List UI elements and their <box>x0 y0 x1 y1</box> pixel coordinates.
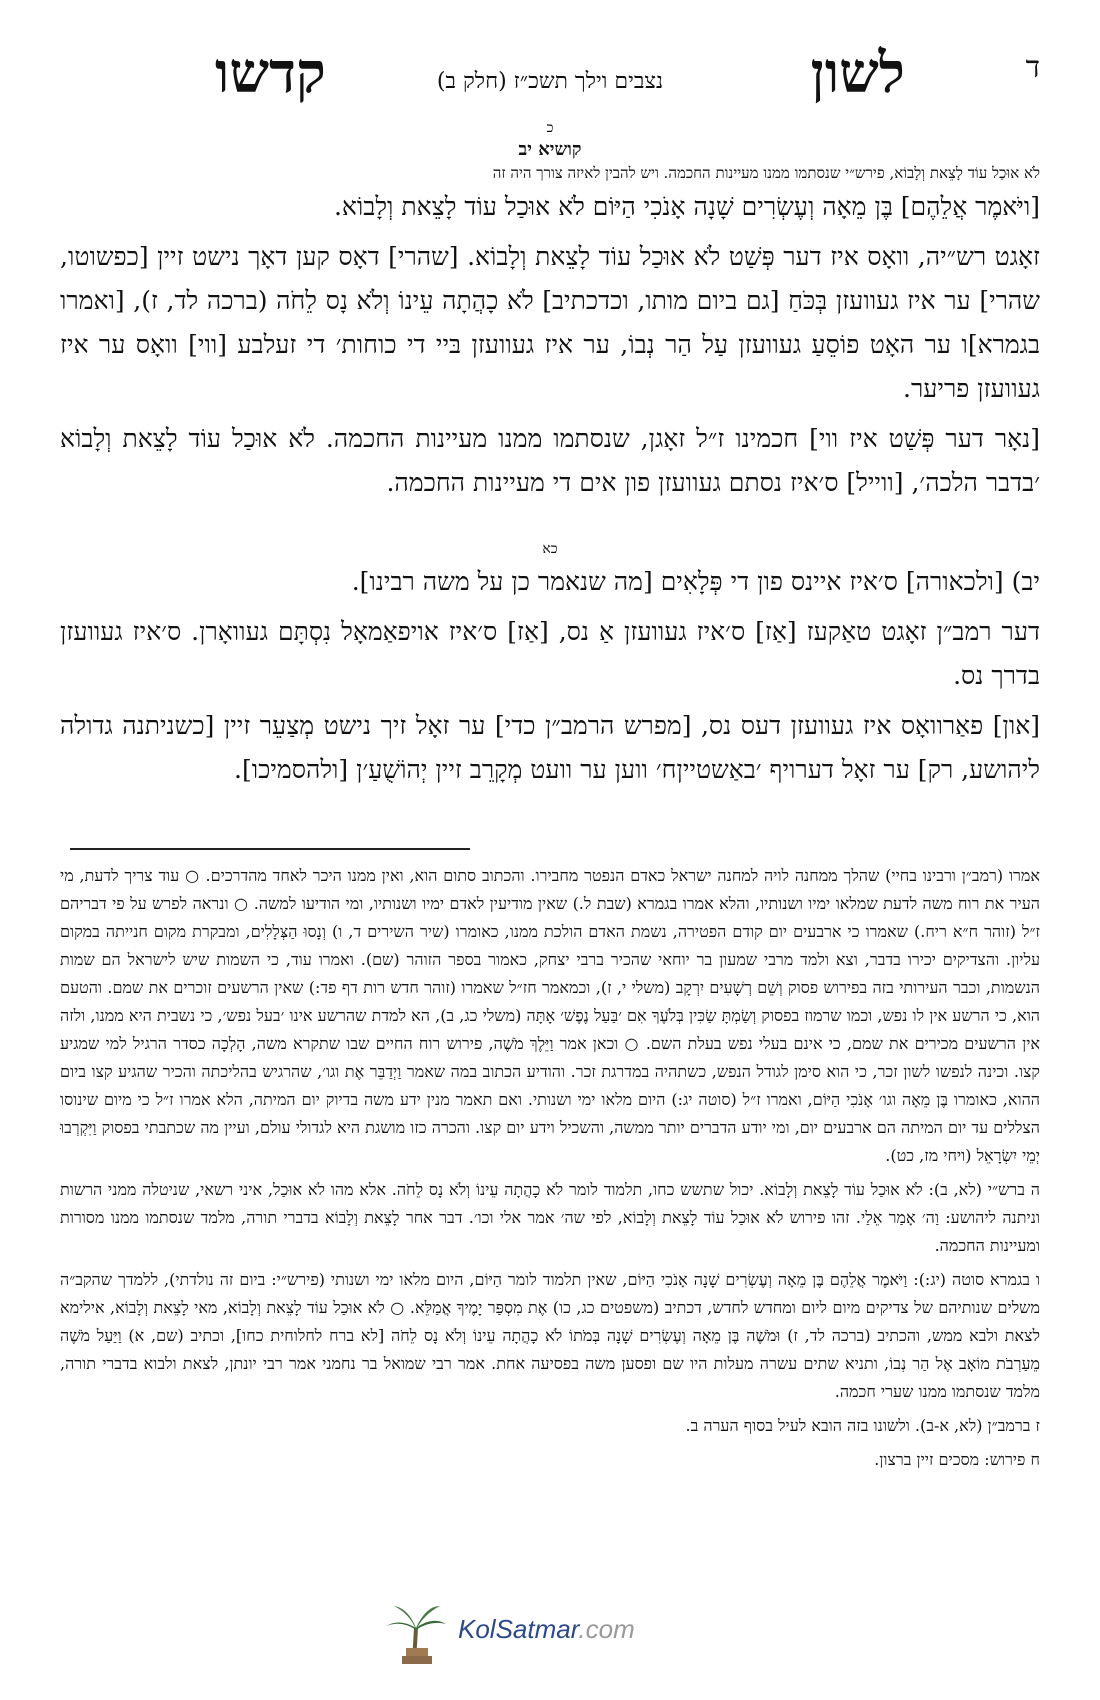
question-paragraph: יב) [ולכאורה] ס׳איז איינס פון די פְּלָאִים [מה שנאמר כן על משה רבינו]. <box>351 567 1040 596</box>
section-heading: קושיא יב <box>518 139 582 160</box>
site-logo <box>380 1600 680 1670</box>
footnote-separator <box>70 848 470 850</box>
footnotes <box>60 862 1040 1480</box>
title-right: לשון <box>810 40 905 106</box>
logo-text <box>458 1614 635 1645</box>
title-left: קדשו <box>215 40 326 106</box>
main-text <box>60 120 1040 798</box>
palm-tree-icon <box>380 1600 450 1670</box>
logo-suffix: .com <box>578 1614 635 1644</box>
verse-paragraph: [ויֹּאמֶר אֲלֵהֶם] בֶּן מֵאָה וְעֶשְׂרִים שָׁנָה אָנֹכִי הַיּוֹם לֹא אוּכַל עוֹד לָצֵאת וְלָבוֹא. <box>333 192 1040 221</box>
reason-paragraph: [און] פאַרוואָס איז געוועזן דעס נס, [מפרש הרמב״ן כדי] ער זאָל זיך נישט מְצַעֵר זיין [כשניתנה גדולה ליהושע, רק] ער זאָל דערויף ׳באַשטייןח׳ ווען ער וועט מְקָרֵב זיין יְהוֹשֻׁעַ׳ן [ולהסמיכו]. <box>60 711 1040 784</box>
footnote: ו בגמרא סוטה (יג:): וַיֹּאמֶר אֲלֵהֶם בֶּן מֵאָה וְעֶשְׂרִים שָׁנָה אָנֹכִי הַיּוֹם, שאין תלמוד לומר הַיּוֹם, היום מלאו ימי ושנותי (פירש״י: ביום זה נולדתי), ללמדך שהקב״ה משלים שנותיהם של צדיקים מיום ליום ומחדש לחדש, דכתיב (משפטים כג, כו) אֶת מִסְפַּר יָמֶיךָ אֲמַלֵּא. ○ לֹא אוּכַל עוֹד לָצֵאת וְלָבוֹא, מאי לָצֵאת וְלָבוֹא, אילימא לצאת ולבא ממש, והכתיב (ברכה לד, ז) וּמֹשֶׁה בֶּן מֵאָה וְעֶשְׂרִים שָׁנָה בְּמֹתוֹ לֹא כָהֲתָה עֵינוֹ וְלֹא נָס לֵחֹה [לא ברח לחלוחית כחו], וכתיב (שם, א) וַיַּעַל מֹשֶׁה מֵעַרְבֹת מוֹאָב אֶל הַר נְבוֹ, ותניא שתים עשרה מעלות היו שם ופסען משה בפסיעה אחת. אמר רבי שמואל בר נחמני אמר רבי יונתן, לצאת ולבוא בדברי תורה, מלמד שנסתמו ממנו שערי חכמה. <box>60 1270 1041 1401</box>
ramban-paragraph: דער רמב״ן זאָגט טאַקעז [אַז] ס׳איז געוועזן אַ נס, [אַז] ס׳איז אויפאַמאָל נִסְתָּם געוואָרן. ס׳איז געוועזן בדרך נס. <box>60 617 1040 690</box>
footnote: ה ברש״י (לא, ב): לֹא אוּכַל עוֹד לָצֵאת וְלָבוֹא. יכול שתשש כחו, תלמוד לומר לֹא כָהֲתָה עֵינוֹ וְלֹא נָס לֵחֹה. אלא מהו לֹא אוּכַל, איני רשאי, שניטלה ממני הרשות וניתנה ליהושע: וַה׳ אָמַר אֵלַי. זהו פירוש לֹא אוּכַל עוֹד לָצֵאת וְלָבוֹא, לפי שה׳ אמר אלי וכו׳. דבר אחר לָצֵאת וְלָבוֹא בדברי תורה, מלמד שנסתמו ממנו מסורות ומעיינות החכמה. <box>60 1180 1040 1255</box>
footnote: אמרו (רמב״ן ורבינו בחיי) שהלך ממחנה לויה למחנה ישראל כאדם הנפטר מחבירו. והכתוב סתום הוא, ואין ממנו היכר לאחד מהדרכים. ○ עוד צריך לדעת, מי העיר את רוח משה לדעת שמלאו ימיו ושנותיו, והלא אמרו בגמרא (שבת ל.) שאין מודיעין לאדם ימיו ושנותיו, ומי הודיעו למשה. ○ ונראה לפרש על פי דבריהם ז״ל (זוהר ח״א ריח.) שאמרו כי ארבעים יום קודם הפטירה, נשמת האדם הולכת ממנו, כאומרו (שיר השירים ד, ו) וְנָסוּ הַצְּלָלִים, ומבקרת מקום חנייתה במקום עליון. והצדיקים יכירו בדבר, וצא ולמד מרבי שמעון בר יוחאי שהכיר ברבי יצחק, כאמור בספר הזוהר (שם). ואמרו עוד, כי השמות שיש לישראל הם שמות הנשמות, וכבר העירותי בזה בפירוש פסוק וְשֵׁם רְשָׁעִים יִרְקָב (משלי י, ז), וכמאמר חז״ל שאמרו (זוהר חדש רות דף פד:) שאין הרשעים זוכרים את שמם. והטעם הוא, כי הרשע אין לו נפש, וכמו שרמוז בפסוק וְשַׂמְתָּ שַׂכִּין בְּלֹעֶךָ אִם ׳בַּעַל נֶפֶשׁ׳ אָתָּה (משלי כג, ב), הא למדת שהרשע אינו ׳בעל נפש׳, כי נשבית היא ממנו, ולזה אין הרשעים מכירים את שמם, כי אינם בעלי נפש בעלת השם. ○ וכאן אמר וַיֵּלֶךְ מֹשֶׁה, פירוש רוח החיים שבו שתקרא משה, הָלְכָה כסדר הרגיל למי שמגיע קצו. וכינה לנפשו לשון זכר, כי הוא סימן לגודל הנפש, כשתהיה במדרגת זכר. והודיע הכתוב במה שאמר וַיְדַבֵּר אֶת וגו׳, שהרגיש בהליכתה והכיר שהגיע קצו ביום ההוא, כאומרו בֶּן מֵאָה וגו׳ אָנֹכִי הַיּוֹם, ואמרו ז״ל (סוטה יג:) היום מלאו ימי ושנותי. ואם תאמר מנין ידע משה בדיוק יום המיתה, הלא אמרו ז״ל כי מיום שינוסו הצללים עד יום המיתה הם ארבעים יום, ומי יודע הדברים יותר ממשה, והשכיל וידע יום קצו. והכרה כזו מושגת היא לגדולי עולם, ועיין מה שכתבתי בפסוק וַיִּקְרְבוּ יְמֵי יִשְׂרָאֵל (ויחי מז, כט). <box>60 866 1041 1165</box>
footnote: ז ברמב״ן (לא, א-ב). ולשונו בזה הובא לעיל בסוף הערה ב. <box>685 1416 1040 1435</box>
rashi-paragraph: זאָגט רש״יה, וואָס איז דער פְּשַׁט לֹא אוּכַל עוֹד לָצֵאת וְלָבוֹא. [שהרי] דאָס קען דאָך נישט זיין [כפשוטו, שהרי] ער איז געוועזן בְּכֹּחַ [גם ביום מותו, וכדכתיב] לֹא כָהֲתָה עֵינוֹ וְלֹא נָס לֵחֹה (ברכה לד, ז), [ואמרו בגמרא]ו ער האָט פוֹסֵעַ געוועזן עַל הַר נְבוֹ, ער איז געוועזן בּיי די כוחות׳ די זעלבע [ווי] וואָס ער איז געוועזן פריער. <box>60 242 1040 403</box>
logo-brand: KolSatmar <box>458 1614 579 1644</box>
section-number-2: כא <box>542 541 558 557</box>
footnote: ח פירוש: מסכים זיין ברצון. <box>874 1450 1040 1469</box>
section-number: כ <box>546 120 554 136</box>
page-number: ד <box>1025 50 1040 85</box>
page-header <box>0 40 1100 120</box>
explanation-paragraph: [נאָר דער פְּשַׁט איז ווי] חכמינו ז״ל זאָגן, שנסתמו ממנו מעיינות החכמה. לֹא אוּכַל עוֹד לָצֵאת וְלָבוֹא ׳בדבר הלכה׳, [ווייל] ס׳איז נסתם געוועזן פון אים די מעיינות החכמה. <box>60 424 1040 497</box>
subtitle: נצבים וילך תשכ״ז (חלק ב) <box>436 69 664 94</box>
question-line: לֹא אוּכַל עוֹד לָצֵאת וְלָבוֹא, פירש״י שנסתמו ממנו מעיינות החכמה. ויש להבין לאיזה צורך היה זה <box>492 164 1040 182</box>
